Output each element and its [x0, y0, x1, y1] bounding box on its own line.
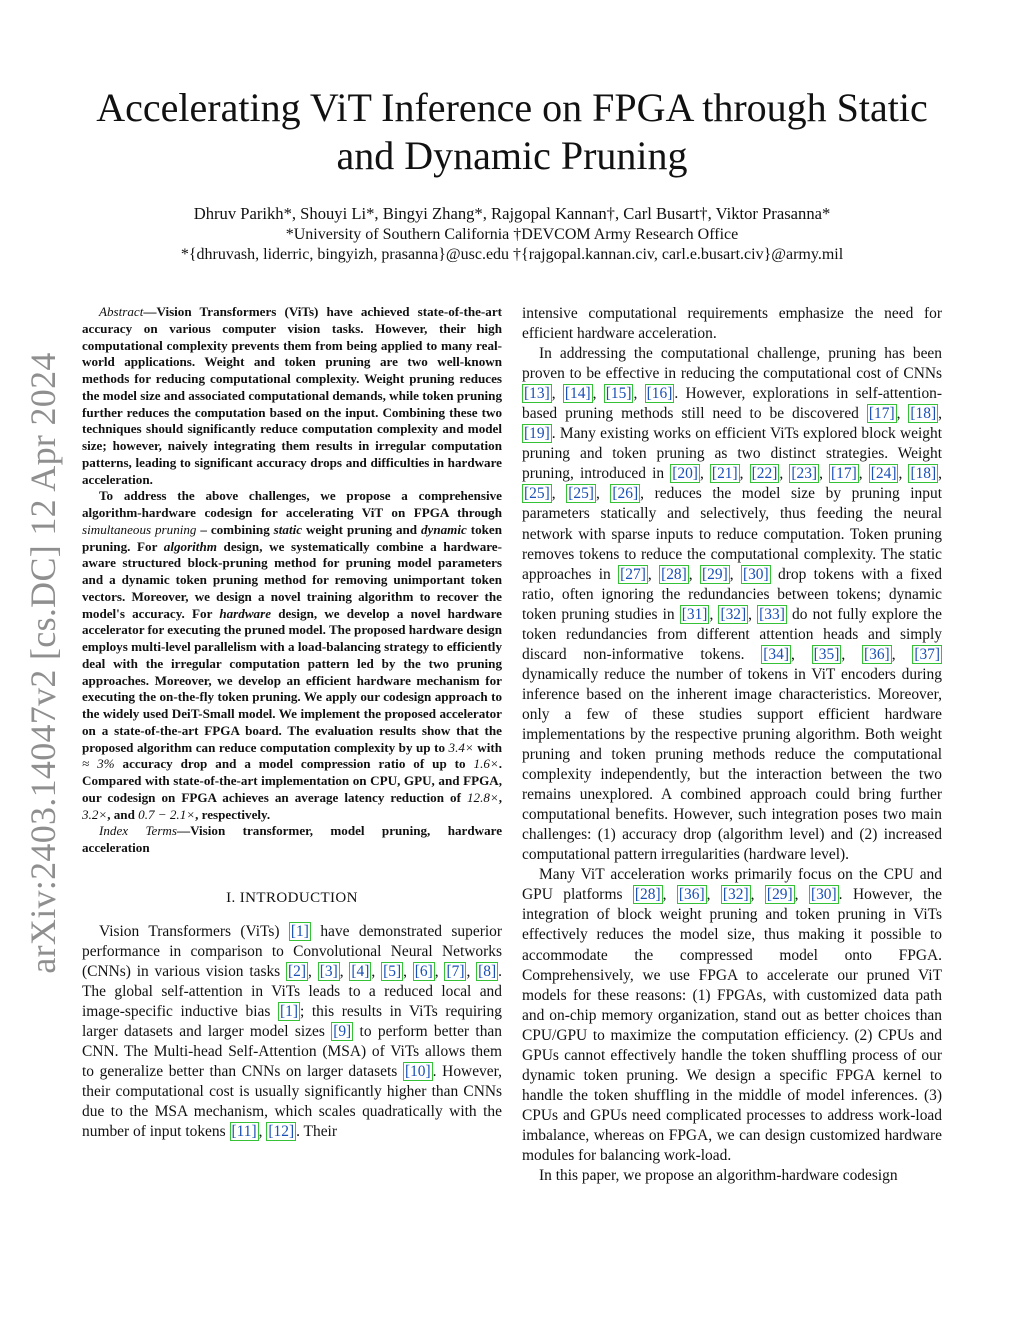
citation-link[interactable]: [21]: [711, 465, 738, 483]
citation-link[interactable]: [8]: [478, 962, 497, 980]
citation-link[interactable]: [33]: [759, 605, 785, 623]
citation-link[interactable]: [6]: [414, 962, 433, 980]
abstract-label: Abstract: [99, 304, 144, 319]
citation-link[interactable]: [28]: [661, 565, 687, 583]
introduction-paragraph-1: Vision Transformers (ViTs) [1] have demonstrated superior performance in comparison to Convolutional Neural Networks (CNNs) in various vision tasks [2] , [3] , [4] , [5] , [6] , [7] , [8] . The global self-attention in ViTs leads to a reduced local and image-specific inductive bias [1] ; this results in ViTs requiring larger datasets and larger model sizes [9] to perform better than CNN. The Multi-head Self-Attention (MSA) of ViTs allows them to generalize better than CNNs on larger datasets [10] . However, their computational cost is usually significantly higher than CNNs due to the MSA mechanism, which scales quadratically with the number of input tokens [11] , [12] . Their: [82, 922, 503, 1141]
citation-link[interactable]: [11]: [231, 1123, 257, 1141]
title-line-1: Accelerating ViT Inference on FPGA through Static: [96, 85, 928, 130]
paper-title: [60, 84, 964, 180]
introduction-paragraph-1-continued: intensive computational requirements emphasize the need for efficient hardware acceleration.: [522, 305, 942, 343]
citation-link[interactable]: [32]: [720, 605, 747, 623]
citation-link[interactable]: [19]: [524, 425, 550, 443]
left-column: [82, 304, 502, 1142]
citation-link[interactable]: [36]: [863, 645, 890, 663]
arxiv-sidebar: [18, 348, 68, 978]
citation-link[interactable]: [18]: [910, 405, 937, 423]
citation-link[interactable]: [29]: [766, 886, 793, 904]
citation-link[interactable]: [22]: [751, 465, 778, 483]
introduction-paragraph-2: In addressing the computational challenge, pruning has been proven to be effective in reducing the computational cost of CNNs [13] , [14] , [15] , [16] . However, explorations in self-attention-based pruning methods still need to be discovered [17] , [18] , [19] . Many existing works on efficient ViTs explored block weight pruning and token pruning as two distinct strategies. Weight pruning, introduced in [20] , [21] , [22] , [23] , [17] , [24] , [18] , [25] , [25] , [26] , reduces the model size by pruning input parameters statically and selectively, thus feeding the neural network with sparse inputs to reduce computation. Token pruning removes tokens to reduce the computational complexity. The static approaches in [27] , [28] , [29] , [30] drop tokens with a fixed ratio, often ignoring the redundancies between tokens; dynamic token pruning studies in [31] , [32] , [33] do not fully explore the token redundancies from different attention heads and simply discard non-informative tokens. [34] , [35] , [36] , [37] dynamically reduce the number of tokens in ViT encoders during inference based on the inherent image characteristics. Moreover, only a few of these studies support efficient hardware implementations by the respective pruning algorithm. Both weight pruning and token pruning methods reduce the computational complexity independently, but the interaction between the two remains unexplored. A combined approach could bring further computational benefits. However, such integration poses two main challenges: (1) accuracy drop (algorithm level) and (2) increased computational pattern irregularities (hardware level).: [522, 345, 943, 864]
citation-link[interactable]: [30]: [742, 565, 769, 583]
citation-link[interactable]: [26]: [612, 485, 639, 503]
citation-link[interactable]: [30]: [810, 886, 837, 904]
citation-link[interactable]: [34]: [763, 645, 790, 663]
introduction-paragraph-3: Many ViT acceleration works primarily focus on the CPU and GPU platforms [28] , [36] , [32] , [29] , [30] . However, the integration of block weight pruning and token pruning in ViTs effectively reduces the model size, thus making it possible to accommodate the compressed model onto FPGA. Comprehensively, we use FPGA to accelerate our pruned ViT models for these reasons: (1) FPGAs, with customized data path and on-chip memory organization, stand out as better choices than CPU/GPU to maximize the computation efficiency. (2) CPUs and GPUs cannot effectively handle the token shuffling process of our dynamic token pruning. We design a specific FPGA kernel to handle the token shuffling in the middle of model inferences. (3) CPUs and GPUs need complicated processes to address work-load imbalance, whereas on FPGA, we can design customized hardware modules for balancing work-load.: [522, 866, 943, 1164]
introduction-paragraph-4: In this paper, we propose an algorithm-hardware codesign: [539, 1167, 898, 1185]
index-terms-label: Index Terms: [99, 823, 177, 839]
citation-link[interactable]: [4]: [351, 962, 370, 980]
citation-link[interactable]: [9]: [333, 1022, 352, 1040]
citation-link[interactable]: [24]: [870, 465, 897, 483]
abstract-paragraph-1: Abstract—Vision Transformers (ViTs) have achieved state-of-the-art accuracy on various computer vision tasks. However, their high computational complexity prevents them from being applied to many real-world applications. Weight and token pruning are two well-known methods for reducing computational complexity. Weight pruning reduces the model size and associated computational demands, while token pruning further reduces the computation based on the input. Combining these two techniques should significantly reduce computation complexity and model size; however, naively integrating them results in irregular computation patterns, leading to significant accuracy drops and difficulties in hardware acceleration.: [82, 304, 502, 487]
author-emails: *{dhruvash, liderric, bingyizh, prasanna}@usc.edu †{rajgopal.kannan.civ, carl.e.busart.civ}@army.mil: [180, 246, 844, 263]
affiliations: *University of Southern California †DEVCOM Army Research Office: [285, 226, 739, 243]
abstract-paragraph-2: To address the above challenges, we propose a comprehensive algorithm-hardware codesign for accelerating ViT on FPGA through simultaneous pruning – combining static weight pruning and dynamic token pruning. For algorithm design, we systematically combine a hardware-aware structured block-pruning method for pruning model parameters and a dynamic token pruning method for removing unimportant token vectors. Moreover, we design a novel training algorithm to recover the model's accuracy. For hardware design, we develop a novel hardware accelerator for executing the pruned model. The proposed hardware design employs multi-level parallelism with a load-balancing strategy to efficiently deal with the irregular computation pattern led by the two pruning approaches. Moreover, we develop an efficient hardware mechanism for executing the on-the-fly token pruning. We apply our codesign approach to the widely used DeiT-Small model. We implement the proposed accelerator on a state-of-the-art FPGA board. The evaluation results show that the proposed algorithm can reduce computation complexity by up to 3.4× with ≈ 3% accuracy drop and a model compression ratio of up to 1.6×. Compared with state-of-the-art implementation on CPU, GPU, and FPGA, our codesign on FPGA achieves an average latency reduction of 12.8×, 3.2×, and 0.7 − 2.1×, respectively.: [82, 488, 502, 822]
citation-link[interactable]: [18]: [910, 465, 937, 483]
index-terms: Index Terms—Vision transformer, model pruning, hardware acceleration: [82, 823, 503, 855]
citation-link[interactable]: [37]: [914, 645, 941, 663]
citation-link[interactable]: [28]: [634, 886, 661, 904]
citation-link[interactable]: [32]: [722, 886, 749, 904]
citation-link[interactable]: [35]: [813, 645, 840, 663]
citation-link[interactable]: [20]: [672, 465, 698, 483]
citation-link[interactable]: [25]: [524, 485, 550, 503]
citation-link[interactable]: [15]: [605, 385, 632, 403]
section-heading-introduction: I. INTRODUCTION: [226, 889, 358, 906]
citation-link[interactable]: [5]: [383, 962, 402, 980]
citation-link[interactable]: [3]: [319, 962, 338, 980]
citation-link[interactable]: [23]: [791, 465, 818, 483]
citation-link[interactable]: [13]: [524, 385, 550, 403]
citation-link[interactable]: [29]: [702, 565, 728, 583]
citation-link[interactable]: [25]: [568, 485, 594, 503]
citation-link[interactable]: [17]: [868, 405, 895, 423]
arxiv-identifier: arXiv:2403.14047v2 [cs.DC] 12 Apr 2024: [23, 352, 63, 974]
citation-link[interactable]: [12]: [268, 1123, 295, 1141]
citation-link[interactable]: [31]: [681, 605, 708, 623]
citation-link[interactable]: [16]: [646, 385, 673, 403]
citation-link[interactable]: [1]: [279, 1002, 298, 1020]
citation-link[interactable]: [27]: [620, 565, 646, 583]
citation-link[interactable]: [1]: [290, 922, 309, 940]
citation-link[interactable]: [17]: [831, 465, 857, 483]
author-list: Dhruv Parikh*, Shouyi Li*, Bingyi Zhang*, Rajgopal Kannan†, Carl Busart†, Viktor Prasanna*: [193, 204, 831, 223]
right-column: [522, 304, 942, 1186]
citation-link[interactable]: [14]: [564, 385, 591, 403]
citation-link[interactable]: [10]: [404, 1063, 431, 1081]
title-line-2: and Dynamic Pruning: [336, 133, 688, 178]
citation-link[interactable]: [7]: [446, 962, 465, 980]
citation-link[interactable]: [36]: [678, 886, 705, 904]
citation-link[interactable]: [2]: [288, 962, 307, 980]
